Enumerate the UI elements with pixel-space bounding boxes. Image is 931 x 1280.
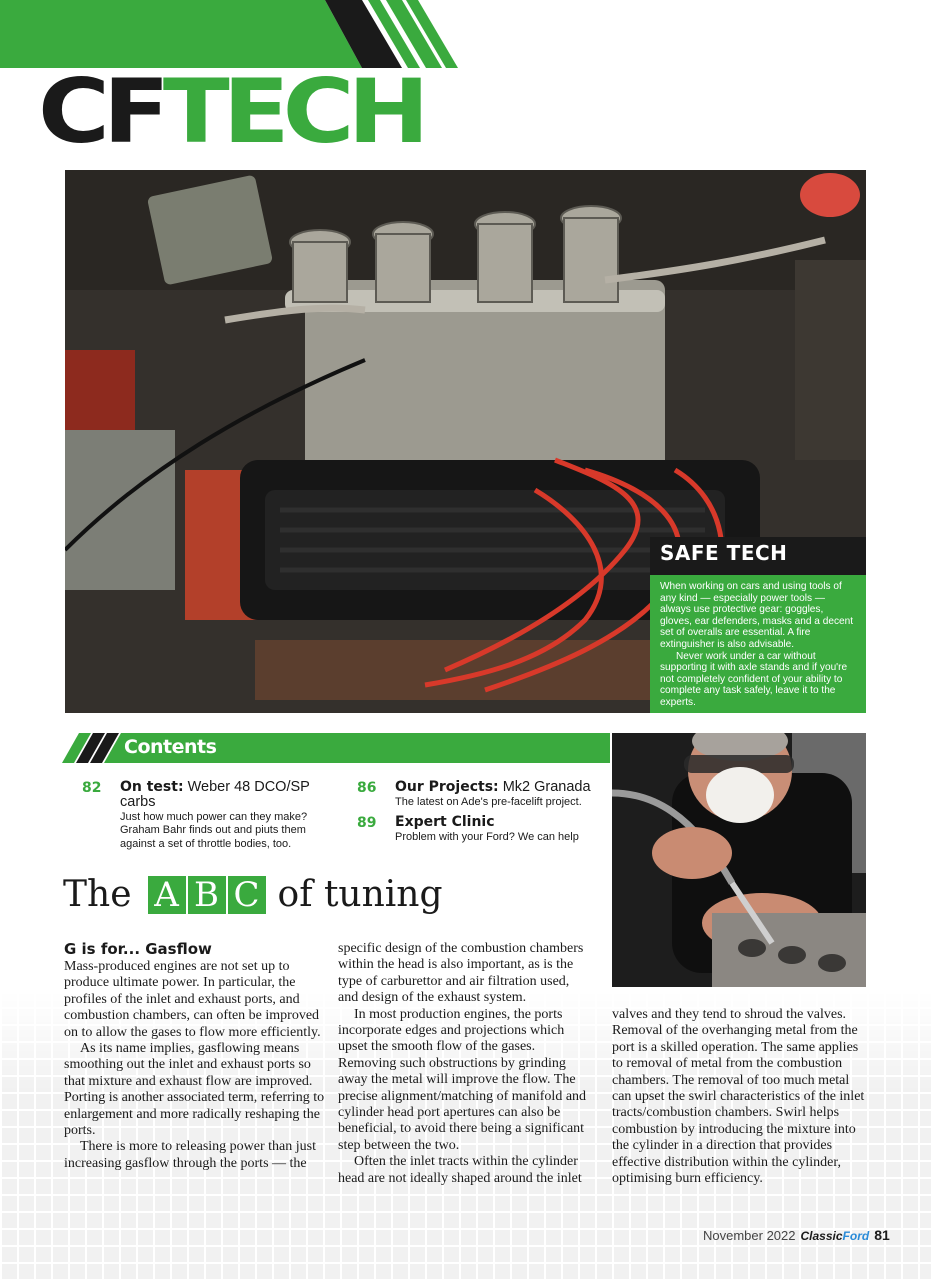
toc-entry-on-test[interactable] — [120, 780, 320, 851]
toc-entry-expert-clinic[interactable] — [395, 815, 605, 844]
toc-entry-title: Mk2 Granada — [502, 779, 591, 795]
article-paragraph: In most production engines, the ports incorporate edges and projections which upset the smooth flow of the gases. Removing such obstructions by grinding away the metal will improve the flow. The precise alignment/matching of manifold and cylinder head port apertures can also be beneficial, to avoid there being a significant step between the two. — [338, 1006, 587, 1153]
toc-entry-desc: Just how much power can they make? Graham Bahr finds out and piuts them against a set of throttle bodies, too. — [120, 811, 308, 850]
toc-entry-bold: On test: — [120, 779, 184, 795]
toc-entry-bold: Expert Clinic — [395, 814, 495, 830]
article-column-1 — [64, 940, 326, 1172]
article-paragraph: Often the inlet tracts within the cylinder head are not ideally shaped around the inlet — [338, 1154, 582, 1186]
brand-logo — [801, 1229, 870, 1243]
article-column-2 — [338, 941, 590, 1187]
issue-date: November 2022 — [703, 1228, 796, 1243]
section-heading: G is for... Gasflow — [64, 940, 212, 958]
letter-c-tile: C — [228, 876, 266, 914]
safe-tech-para-1: When working on cars and using tools of any kind — especially power tools — always use protective gear: goggles, gloves, ear defenders, masks and a decent set of overalls are essential. A fire extinguisher is also advisable. — [660, 581, 854, 650]
article-paragraph: specific design of the combustion chambers within the head is also important, as is the type of carburettor and air filtration used, and design of the exhaust system. — [338, 941, 584, 1006]
article-title-post: of tuning — [277, 874, 443, 915]
safe-tech-para-2: Never work under a car without supporting it with axle stands and if you're not completely confident of your ability to complete any task safely, leave it to the experts. — [660, 650, 848, 708]
masthead-logo — [38, 60, 423, 164]
brand-classic: Classic — [800, 1229, 843, 1243]
brand-ford: Ford — [842, 1229, 870, 1243]
mechanic-porting-photo — [612, 733, 866, 987]
masthead-tech: TECH — [162, 60, 423, 164]
article-title-pre: The — [63, 874, 132, 915]
masthead-cf: CF — [38, 60, 163, 164]
article-paragraph: valves and they tend to shroud the valves. Removal of the overhanging metal from the port is a skilled operation. The same applies to removal of metal from the combustion chambers. The removal of too much metal can upset the swirl characteristics of the inlet tracts/combustion chambers. Swirl helps combustion by introducing the mixture into the cylinder in a direction that provides effective distribution within the cylinder, optimising burn efficiency. — [612, 1007, 865, 1187]
safe-tech-box — [650, 575, 866, 713]
contents-title: Contents — [124, 736, 217, 758]
page-footer — [703, 1227, 903, 1243]
safe-tech-title: SAFE TECH — [650, 537, 866, 575]
article-column-3 — [612, 1007, 866, 1187]
toc-page-89[interactable]: 89 — [357, 815, 377, 831]
toc-page-86[interactable]: 86 — [357, 780, 377, 796]
toc-entry-title: Weber 48 DCO/SP carbs — [120, 779, 310, 810]
toc-entry-our-projects[interactable] — [395, 780, 605, 809]
article-paragraph: Mass-produced engines are not set up to produce ultimate power. In particular, the profiles of the inlet and exhaust ports, and combustion chambers, can often be improved on to allow the gases to flow more efficiently. — [64, 959, 321, 1040]
article-paragraph: As its name implies, gasflowing means smoothing out the inlet and exhaust ports so that mixture and exhaust flow are improved. Porting is another associated term, referring to enlargement and more radically reshaping the ports. — [64, 1041, 325, 1139]
page-number: 81 — [874, 1227, 890, 1243]
toc-page-82[interactable]: 82 — [82, 780, 102, 796]
abc-letters — [148, 876, 268, 914]
article-paragraph: There is more to releasing power than just increasing gasflow through the ports — the — [64, 1139, 316, 1171]
letter-b-tile: B — [188, 876, 226, 914]
letter-a-tile: A — [148, 876, 186, 914]
article-title — [63, 874, 443, 916]
toc-entry-bold: Our Projects: — [395, 779, 499, 795]
toc-entry-desc: The latest on Ade's pre-facelift project. — [395, 796, 582, 808]
toc-entry-desc: Problem with your Ford? We can help — [395, 831, 579, 843]
